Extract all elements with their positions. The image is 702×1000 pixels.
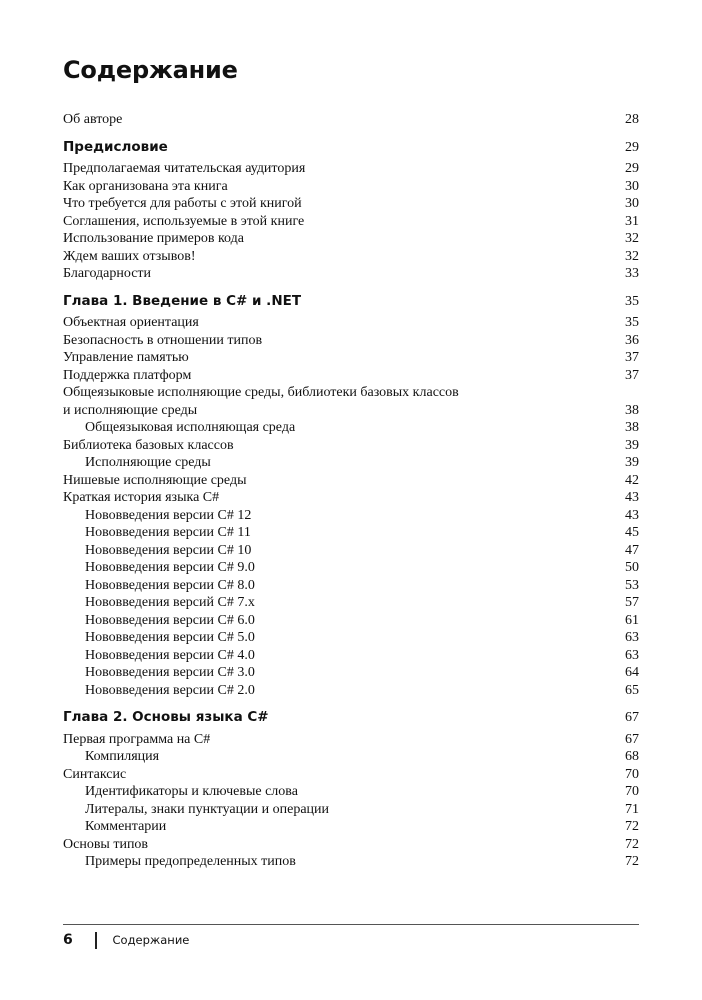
toc-entry-title: Что требуется для работы с этой книгой [63,196,302,211]
toc-page-number: 42 [625,472,639,488]
toc-entry-title: Объектная ориентация [63,315,199,330]
toc-chapter-heading[interactable] [63,293,639,311]
toc-subentry[interactable] [63,629,639,647]
toc-entry-title: Управление памятью [63,350,189,365]
toc-page-number: 70 [625,766,639,782]
toc-entry-title: Нововведения версии C# 11 [85,525,251,540]
toc-entry-title: Исполняющие среды [85,455,211,470]
toc-entry-title: Краткая история языка C# [63,490,220,505]
toc-entry[interactable] [63,111,639,129]
toc-chapter-heading[interactable] [63,139,639,157]
toc-entry[interactable] [63,213,639,231]
toc-subentry[interactable] [63,783,639,801]
toc-entry[interactable] [63,248,639,266]
page-title: Содержание [63,56,238,84]
toc-page-number: 68 [625,749,639,764]
toc-entry-title: Общеязыковые исполняющие среды, библиотеки базовых классов [63,385,459,400]
toc-entry-title: Первая программа на C# [63,731,211,747]
toc-page-number: 67 [625,731,639,747]
toc-page-number: 39 [625,437,639,453]
toc-page-number: 50 [625,560,639,575]
toc-entry-title: Нововведения версии C# 2.0 [85,682,255,698]
toc-entry[interactable] [63,230,639,248]
toc-entry-title: Глава 2. Основы языка C# [63,709,269,725]
toc-page-number: 29 [625,139,639,155]
toc-entry-title: Нишевые исполняющие среды [63,472,247,488]
toc-entry-title: Соглашения, используемые в этой книге [63,213,305,229]
toc-page-number: 38 [625,402,639,418]
toc-page-number: 71 [625,801,639,817]
toc-entry-title: Нововведения версии C# 12 [85,507,252,523]
toc-entry[interactable] [63,332,639,350]
toc-page-number: 61 [625,612,639,628]
toc-entry[interactable] [63,472,639,490]
toc-entry-title: Литералы, знаки пунктуации и операции [85,801,330,817]
toc-page-number: 43 [625,507,639,523]
toc-entry-title: Предисловие [63,138,168,155]
toc-entry[interactable] [63,836,639,854]
toc-subentry[interactable] [63,818,639,836]
toc-subentry[interactable] [63,664,639,682]
toc-subentry[interactable] [63,419,639,437]
toc-page-number: 31 [625,213,639,229]
toc-entry-title: Синтаксис [63,766,127,782]
toc-subentry[interactable] [63,507,639,525]
toc-entry-title: Компиляция [85,749,160,764]
toc-entry[interactable] [63,489,639,507]
page-number: 6 [63,932,73,948]
toc-page-number: 45 [625,525,639,540]
toc-entry-title: Нововведения версии C# 6.0 [85,612,255,628]
toc-page-number: 30 [625,178,639,194]
toc-page-number: 72 [625,854,639,869]
toc-page-number: 53 [625,577,639,593]
toc-subentry[interactable] [63,682,639,700]
toc-page-number: 57 [625,595,639,610]
toc-entry-title: Библиотека базовых классов [63,437,234,453]
toc-entry-title: Общеязыковая исполняющая среда [85,420,296,435]
toc-page-number: 37 [625,367,639,383]
toc-entry[interactable] [63,178,639,196]
toc-page-number: 35 [625,315,639,330]
table-of-contents [63,111,639,871]
toc-entry-title: Нововведения версий C# 7.x [85,595,255,610]
toc-entry[interactable] [63,349,639,367]
toc-page-number: 30 [625,196,639,211]
toc-entry[interactable] [63,384,639,402]
toc-page-number: 33 [625,266,639,281]
toc-subentry[interactable] [63,853,639,871]
toc-page-number: 35 [625,293,639,309]
toc-page-number: 67 [625,710,639,725]
toc-entry-title: Безопасность в отношении типов [63,332,263,348]
toc-page-number: 37 [625,350,639,365]
toc-entry-title: Об авторе [63,112,123,127]
toc-page-number: 64 [625,665,639,680]
toc-subentry[interactable] [63,454,639,472]
toc-entry[interactable] [63,314,639,332]
toc-entry-title: Нововведения версии C# 3.0 [85,665,255,680]
footer-separator [95,932,97,949]
toc-subentry[interactable] [63,594,639,612]
toc-entry-title: и исполняющие среды [63,402,198,418]
toc-subentry[interactable] [63,559,639,577]
toc-page-number: 29 [625,161,639,176]
toc-page-number: 63 [625,647,639,663]
toc-entry[interactable] [63,766,639,784]
toc-entry-title: Использование примеров кода [63,231,244,246]
toc-entry[interactable] [63,731,639,749]
toc-subentry[interactable] [63,542,639,560]
running-title: Содержание [112,933,190,947]
toc-entry-title: Нововведения версии C# 4.0 [85,647,255,663]
toc-page-number: 70 [625,784,639,799]
toc-entry[interactable] [63,265,639,283]
toc-page-number: 72 [625,819,639,834]
toc-entry[interactable] [63,195,639,213]
toc-entry[interactable] [63,437,639,455]
toc-entry[interactable] [63,160,639,178]
toc-page-number: 43 [625,490,639,505]
toc-entry-title: Примеры предопределенных типов [85,854,296,869]
toc-subentry[interactable] [63,577,639,595]
toc-entry-title: Комментарии [85,819,167,834]
toc-entry-title: Благодарности [63,266,152,281]
toc-page-number: 32 [625,231,639,246]
toc-page-number: 38 [625,420,639,435]
toc-entry-title: Поддержка платформ [63,367,192,383]
toc-subentry[interactable] [63,524,639,542]
footer-divider [63,924,639,925]
toc-entry-title: Нововведения версии C# 10 [85,542,252,558]
toc-subentry[interactable] [63,612,639,630]
toc-page-number: 28 [625,112,639,127]
toc-chapter-heading[interactable] [63,709,639,727]
toc-page-number: 47 [625,542,639,558]
toc-entry-title: Нововведения версии C# 8.0 [85,577,255,593]
toc-entry-title: Основы типов [63,836,149,852]
toc-entry[interactable] [63,402,639,420]
toc-entry-title: Нововведения версии C# 5.0 [85,630,255,645]
toc-page-number: 72 [625,836,639,852]
toc-entry-title: Предполагаемая читательская аудитория [63,161,306,176]
toc-entry-title: Идентификаторы и ключевые слова [85,784,298,799]
toc-page-number: 32 [625,248,639,264]
toc-entry[interactable] [63,367,639,385]
page-footer [63,930,189,950]
toc-subentry[interactable] [63,801,639,819]
toc-page-number: 65 [625,682,639,698]
toc-subentry[interactable] [63,748,639,766]
toc-subentry[interactable] [63,647,639,665]
toc-page-number: 39 [625,455,639,470]
toc-entry-title: Как организована эта книга [63,178,228,194]
toc-entry-title: Ждем ваших отзывов! [63,248,196,264]
toc-page-number: 36 [625,332,639,348]
toc-entry-title: Глава 1. Введение в C# и .NET [63,292,302,309]
toc-entry-title: Нововведения версии C# 9.0 [85,560,255,575]
toc-page-number: 63 [625,630,639,645]
